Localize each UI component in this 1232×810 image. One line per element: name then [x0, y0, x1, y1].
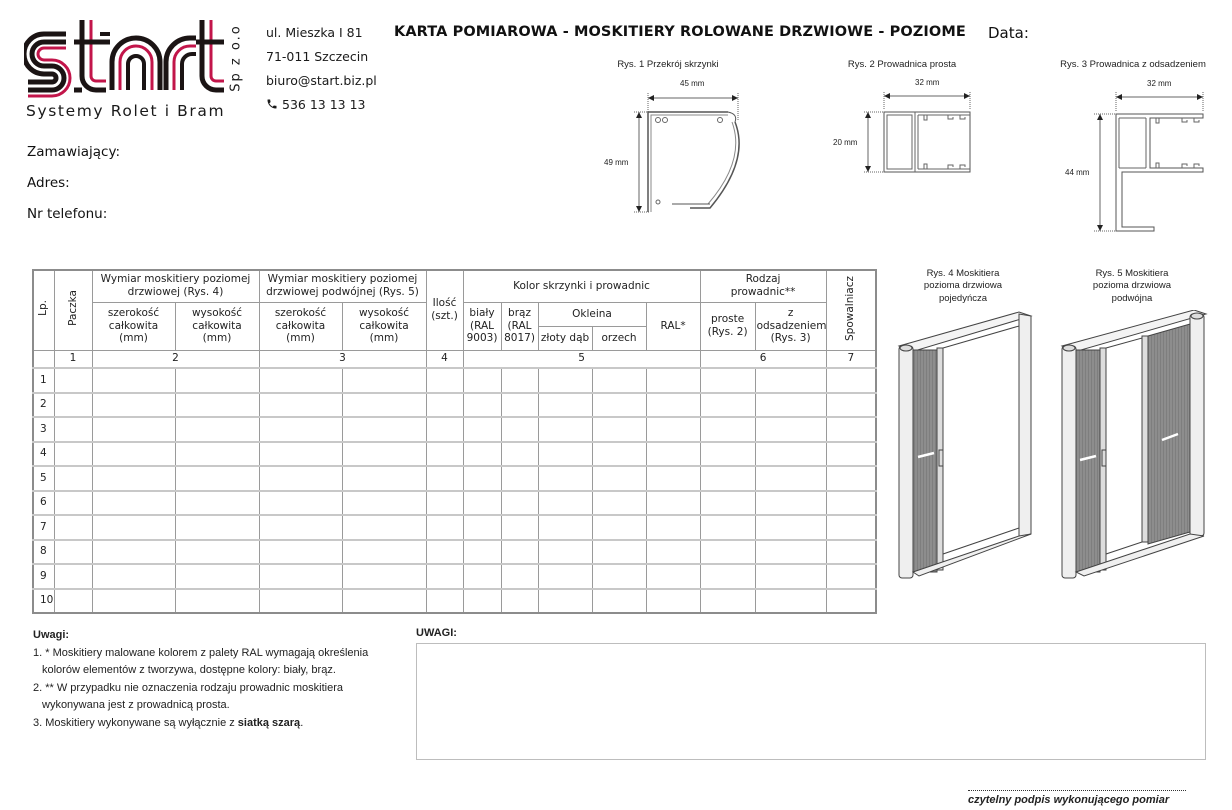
note-2-line-1: 2. ** W przypadku nie oznaczenia rodzaju prowadnic moskitiera [33, 681, 343, 694]
cell-double-width[interactable] [259, 491, 342, 516]
header-single-dimensions [92, 270, 259, 302]
fig4-caption [893, 268, 1033, 305]
cell-walnut[interactable] [592, 466, 646, 491]
cell-brown[interactable] [501, 368, 538, 393]
cell-qty[interactable] [426, 491, 463, 516]
cell-offset-guide[interactable] [755, 515, 826, 540]
cell-paczka[interactable] [54, 442, 92, 467]
cell-double-height[interactable] [342, 540, 426, 565]
cell-paczka[interactable] [54, 515, 92, 540]
contact-street: ul. Mieszka I 81 [266, 25, 363, 40]
fig2-caption: Rys. 2 Prowadnica prosta [847, 59, 957, 70]
cell-straight-guide[interactable] [700, 393, 755, 418]
cell-brake[interactable] [826, 515, 876, 540]
fig5-double-screen-drawing [1058, 310, 1208, 585]
header-lp-text: Lp. [37, 300, 50, 317]
cell-straight-guide[interactable] [700, 368, 755, 393]
note-3-bold: siatką szarą [237, 716, 301, 729]
cell-walnut[interactable] [592, 442, 646, 467]
logo-letter-s [24, 34, 73, 99]
header-qty-l1: Ilość [432, 297, 457, 310]
cell-single-width[interactable] [92, 466, 175, 491]
contact-email[interactable]: biuro@start.biz.pl [266, 73, 377, 88]
company-logo [24, 18, 246, 124]
header-brake-text: Spowalniacz [844, 275, 857, 341]
contact-phone-number: 536 13 13 13 [282, 97, 366, 112]
header-double-width [259, 302, 342, 350]
table-row [33, 515, 876, 540]
cell-brown[interactable] [501, 564, 538, 589]
contact-city: 71-011 Szczecin [266, 49, 369, 64]
cell-ral[interactable] [646, 515, 700, 540]
cell-double-width[interactable] [259, 515, 342, 540]
cell-offset-guide[interactable] [755, 393, 826, 418]
cell-qty[interactable] [426, 564, 463, 589]
cell-straight-guide[interactable] [700, 540, 755, 565]
signature-line[interactable] [968, 790, 1186, 791]
cell-single-width[interactable] [92, 589, 175, 614]
fig4-caption-l1: Rys. 4 Moskitiera [926, 268, 1000, 279]
row-number: 10 [33, 589, 54, 614]
cell-double-height[interactable] [342, 368, 426, 393]
header-double-l1: Wymiar moskitiery poziomej [267, 273, 418, 286]
colnum-3: 3 [259, 350, 426, 368]
hsw-l3: (mm) [119, 332, 148, 345]
header-golden-oak: złoty dąb [538, 326, 592, 350]
row-number: 7 [33, 515, 54, 540]
note-3-post: . [300, 716, 304, 729]
cell-walnut[interactable] [592, 564, 646, 589]
cell-double-height[interactable] [342, 442, 426, 467]
date-label: Data: [988, 24, 1029, 42]
cell-offset-guide[interactable] [755, 466, 826, 491]
cell-paczka[interactable] [54, 368, 92, 393]
cell-qty[interactable] [426, 442, 463, 467]
cell-ral[interactable] [646, 393, 700, 418]
cell-single-height[interactable] [175, 515, 259, 540]
cell-single-width[interactable] [92, 564, 175, 589]
header-single-width [92, 302, 175, 350]
cell-brown[interactable] [501, 491, 538, 516]
cell-paczka[interactable] [54, 589, 92, 614]
header-guide-type [700, 270, 826, 302]
cell-brown[interactable] [501, 417, 538, 442]
hsh-l3: (mm) [202, 332, 232, 345]
cell-double-width[interactable] [259, 466, 342, 491]
cell-straight-guide[interactable] [700, 417, 755, 442]
signature-label: czytelny podpis wykonującego pomiar [968, 794, 1170, 806]
cell-double-height[interactable] [342, 393, 426, 418]
cell-walnut[interactable] [592, 417, 646, 442]
cell-double-width[interactable] [259, 393, 342, 418]
table-row [33, 442, 876, 467]
cell-straight-guide[interactable] [700, 515, 755, 540]
cell-golden-oak[interactable] [538, 466, 592, 491]
table-row [33, 393, 876, 418]
contact-phone[interactable] [266, 97, 366, 112]
cell-white[interactable] [463, 442, 501, 467]
row-number: 5 [33, 466, 54, 491]
cell-ral[interactable] [646, 417, 700, 442]
cell-ral[interactable] [646, 564, 700, 589]
cell-white[interactable] [463, 368, 501, 393]
measurement-table [32, 269, 877, 614]
header-guide-l2: prowadnic** [730, 286, 796, 299]
cell-single-height[interactable] [175, 393, 259, 418]
row-number: 9 [33, 564, 54, 589]
cell-single-height[interactable] [175, 368, 259, 393]
hdh-l2: całkowita [359, 319, 409, 332]
cell-straight-guide[interactable] [700, 589, 755, 614]
cell-offset-guide[interactable] [755, 589, 826, 614]
start-wordmark-logo [24, 18, 224, 100]
cell-brown[interactable] [501, 442, 538, 467]
hdh-l3: (mm) [369, 332, 399, 345]
cell-qty[interactable] [426, 368, 463, 393]
address-field-label: Adres: [27, 175, 70, 191]
hdw-l3: (mm) [286, 332, 315, 345]
header-paczka [54, 270, 92, 350]
header-double-height [342, 302, 426, 350]
colnum-6: 6 [700, 350, 826, 368]
cell-straight-guide[interactable] [700, 466, 755, 491]
cell-brake[interactable] [826, 417, 876, 442]
orderer-field-label: Zamawiający: [27, 144, 121, 160]
cell-white[interactable] [463, 515, 501, 540]
table-row [33, 564, 876, 589]
fig5-caption-l3: podwójna [1111, 292, 1153, 304]
cell-walnut[interactable] [592, 393, 646, 418]
cell-single-width[interactable] [92, 393, 175, 418]
cell-single-height[interactable] [175, 417, 259, 442]
fig1-caption: Rys. 1 Przekrój skrzynki [617, 59, 719, 70]
fig2-straight-guide-drawing [862, 90, 974, 176]
cell-qty[interactable] [426, 515, 463, 540]
cell-qty[interactable] [426, 589, 463, 614]
header-brake [826, 270, 876, 350]
hsh-l1: wysokość [191, 306, 243, 319]
cell-paczka[interactable] [54, 491, 92, 516]
ho-l1: z [787, 306, 794, 319]
cell-double-width[interactable] [259, 540, 342, 565]
cell-qty[interactable] [426, 393, 463, 418]
header-single-height [175, 302, 259, 350]
logo-legal-form-text: Sp z o.o [228, 24, 244, 92]
fig1-height-label: 49 mm [604, 158, 629, 167]
table-row [33, 417, 876, 442]
cell-offset-guide[interactable] [755, 491, 826, 516]
cell-ral[interactable] [646, 540, 700, 565]
header-double-dimensions [259, 270, 426, 302]
cell-walnut[interactable] [592, 540, 646, 565]
cell-walnut[interactable] [592, 515, 646, 540]
header-qty [426, 270, 463, 350]
cell-double-height[interactable] [342, 466, 426, 491]
cell-brake[interactable] [826, 442, 876, 467]
cell-single-height[interactable] [175, 466, 259, 491]
cell-white[interactable] [463, 540, 501, 565]
colnum-1: 1 [54, 350, 92, 368]
hw-l3: 9003) [466, 332, 498, 345]
fig3-width-label: 32 mm [1147, 79, 1172, 88]
cell-white[interactable] [463, 466, 501, 491]
cell-ral[interactable] [646, 466, 700, 491]
cell-single-height[interactable] [175, 491, 259, 516]
colnum-2: 2 [92, 350, 259, 368]
cell-single-width[interactable] [92, 515, 175, 540]
note-2-line-2: wykonywana jest z prowadnicą prosta. [42, 699, 230, 711]
cell-brake[interactable] [826, 589, 876, 614]
header-walnut: orzech [592, 326, 646, 350]
header-paczka-text: Paczka [66, 290, 79, 327]
fig4-caption-l2: pozioma drzwiowa [923, 280, 1003, 292]
cell-double-height[interactable] [342, 417, 426, 442]
header-lp [33, 270, 54, 350]
cell-brown[interactable] [501, 466, 538, 491]
note-1-line-1: 1. * Moskitiery malowane kolorem z palety RAL wymagają określenia [33, 646, 369, 659]
cell-double-height[interactable] [342, 491, 426, 516]
note-3 [33, 715, 368, 733]
cell-brake[interactable] [826, 540, 876, 565]
fig5-caption [1062, 268, 1202, 305]
cell-golden-oak[interactable] [538, 540, 592, 565]
hw-l2: (RAL [470, 319, 495, 332]
fig5-caption-l2: pozioma drzwiowa [1092, 280, 1172, 292]
cell-ral[interactable] [646, 491, 700, 516]
row-number: 3 [33, 417, 54, 442]
cell-walnut[interactable] [592, 589, 646, 614]
cell-double-height[interactable] [342, 515, 426, 540]
cell-double-width[interactable] [259, 368, 342, 393]
header-white [463, 302, 501, 350]
table-row [33, 540, 876, 565]
note-3-pre: 3. Moskitiery wykonywane są wyłącznie z [33, 716, 238, 729]
cell-golden-oak[interactable] [538, 417, 592, 442]
cell-straight-guide[interactable] [700, 491, 755, 516]
row-number: 6 [33, 491, 54, 516]
hsw-l1: szerokość [107, 306, 160, 319]
fig4-caption-l3: pojedyńcza [938, 292, 988, 304]
row-number: 4 [33, 442, 54, 467]
notes-heading: Uwagi: [33, 629, 70, 641]
fig3-offset-guide-drawing [1090, 90, 1210, 236]
remarks-label: UWAGI: [416, 627, 457, 639]
fig5-caption-l1: Rys. 5 Moskitiera [1095, 268, 1169, 279]
cell-single-width[interactable] [92, 368, 175, 393]
cell-double-height[interactable] [342, 564, 426, 589]
cell-double-width[interactable] [259, 589, 342, 614]
cell-double-width[interactable] [259, 417, 342, 442]
row-number: 2 [33, 393, 54, 418]
logo-letter-a [112, 38, 160, 90]
header-okleina: Okleina [538, 302, 646, 326]
fig1-width-label: 45 mm [680, 79, 705, 88]
cell-white[interactable] [463, 393, 501, 418]
cell-brown[interactable] [501, 540, 538, 565]
table-row [33, 368, 876, 393]
cell-golden-oak[interactable] [538, 564, 592, 589]
header-guide-l1: Rodzaj [745, 273, 781, 286]
phone-field-label: Nr telefonu: [27, 206, 108, 222]
cell-brown[interactable] [501, 589, 538, 614]
cell-single-width[interactable] [92, 491, 175, 516]
note-1-line-2: kolorów elementów z tworzywa, dostępne kolory: biały, brąz. [42, 664, 336, 676]
cell-paczka[interactable] [54, 393, 92, 418]
cell-offset-guide[interactable] [755, 564, 826, 589]
cell-white[interactable] [463, 417, 501, 442]
cell-golden-oak[interactable] [538, 442, 592, 467]
cell-white[interactable] [463, 491, 501, 516]
cell-paczka[interactable] [54, 564, 92, 589]
cell-qty[interactable] [426, 540, 463, 565]
colnum-blank [33, 350, 54, 368]
cell-brown[interactable] [501, 515, 538, 540]
cell-golden-oak[interactable] [538, 491, 592, 516]
cell-double-height[interactable] [342, 589, 426, 614]
header-color: Kolor skrzynki i prowadnic [463, 270, 700, 302]
logo-letter-t2 [196, 20, 224, 90]
table-row [33, 491, 876, 516]
cell-double-width[interactable] [259, 564, 342, 589]
cell-straight-guide[interactable] [700, 442, 755, 467]
hb-l3: 8017) [504, 332, 535, 345]
cell-qty[interactable] [426, 466, 463, 491]
hw-l1: biały [469, 306, 495, 319]
header-double-l2: drzwiowej podwójnej (Rys. 5) [266, 286, 419, 299]
cell-paczka[interactable] [54, 540, 92, 565]
cell-paczka[interactable] [54, 466, 92, 491]
cell-ral[interactable] [646, 589, 700, 614]
phone-icon [266, 98, 278, 110]
cell-brown[interactable] [501, 393, 538, 418]
header-straight [700, 302, 755, 350]
cell-walnut[interactable] [592, 491, 646, 516]
fig1-box-cross-section-drawing [630, 90, 750, 216]
hsw-l2: całkowita [108, 319, 159, 332]
cell-straight-guide[interactable] [700, 564, 755, 589]
hdw-l1: szerokość [274, 306, 327, 319]
cell-single-height[interactable] [175, 442, 259, 467]
header-brown [501, 302, 538, 350]
table-row [33, 466, 876, 491]
cell-golden-oak[interactable] [538, 589, 592, 614]
cell-brake[interactable] [826, 393, 876, 418]
fig2-height-label: 20 mm [833, 138, 858, 147]
cell-white[interactable] [463, 564, 501, 589]
logo-legal-form [226, 18, 246, 98]
header-single-l1: Wymiar moskitiery poziomej [100, 273, 251, 286]
cell-single-height[interactable] [175, 589, 259, 614]
cell-brake[interactable] [826, 564, 876, 589]
row-number: 1 [33, 368, 54, 393]
cell-white[interactable] [463, 589, 501, 614]
cell-offset-guide[interactable] [755, 540, 826, 565]
hdh-l1: wysokość [358, 306, 410, 319]
colnum-5: 5 [463, 350, 700, 368]
cell-offset-guide[interactable] [755, 368, 826, 393]
notes-section [33, 627, 368, 732]
fig4-single-screen-drawing [893, 310, 1033, 585]
table-row [33, 589, 876, 614]
header-single-l2: drzwiowej (Rys. 4) [127, 286, 224, 299]
ho-l3: (Rys. 3) [770, 332, 811, 345]
hs-l2: (Rys. 2) [707, 326, 748, 338]
cell-double-width[interactable] [259, 442, 342, 467]
hs-l1: proste [710, 313, 745, 326]
cell-offset-guide[interactable] [755, 417, 826, 442]
fig3-height-label: 44 mm [1065, 168, 1090, 177]
cell-golden-oak[interactable] [538, 515, 592, 540]
logo-letter-t [74, 20, 110, 90]
cell-single-width[interactable] [92, 442, 175, 467]
remarks-box[interactable] [416, 643, 1206, 760]
hsh-l2: całkowita [192, 319, 242, 332]
page-title: KARTA POMIAROWA - MOSKITIERY ROLOWANE DRZWIOWE - POZIOME [394, 24, 966, 40]
logo-tagline: Systemy Rolet i Bram [26, 102, 226, 120]
row-number: 8 [33, 540, 54, 565]
logo-letter-r [166, 38, 196, 90]
colnum-7: 7 [826, 350, 876, 368]
cell-golden-oak[interactable] [538, 393, 592, 418]
colnum-4: 4 [426, 350, 463, 368]
fig2-width-label: 32 mm [915, 78, 940, 87]
fig3-caption: Rys. 3 Prowadnica z odsadzeniem [1060, 59, 1206, 70]
header-ral: RAL* [646, 302, 700, 350]
hdw-l2: całkowita [275, 319, 326, 332]
cell-ral[interactable] [646, 442, 700, 467]
cell-brake[interactable] [826, 466, 876, 491]
header-qty-l2: (szt.) [431, 310, 458, 323]
cell-offset-guide[interactable] [755, 442, 826, 467]
cell-ral[interactable] [646, 368, 700, 393]
ho-l2: odsadzeniem [756, 319, 827, 332]
hb-l2: (RAL [507, 319, 532, 332]
cell-qty[interactable] [426, 417, 463, 442]
cell-brake[interactable] [826, 491, 876, 516]
cell-single-height[interactable] [175, 540, 259, 565]
hb-l1: brąz [508, 306, 531, 319]
cell-brake[interactable] [826, 368, 876, 393]
cell-single-height[interactable] [175, 564, 259, 589]
cell-single-width[interactable] [92, 540, 175, 565]
cell-golden-oak[interactable] [538, 368, 592, 393]
cell-paczka[interactable] [54, 417, 92, 442]
cell-single-width[interactable] [92, 417, 175, 442]
cell-walnut[interactable] [592, 368, 646, 393]
header-offset [755, 302, 826, 350]
